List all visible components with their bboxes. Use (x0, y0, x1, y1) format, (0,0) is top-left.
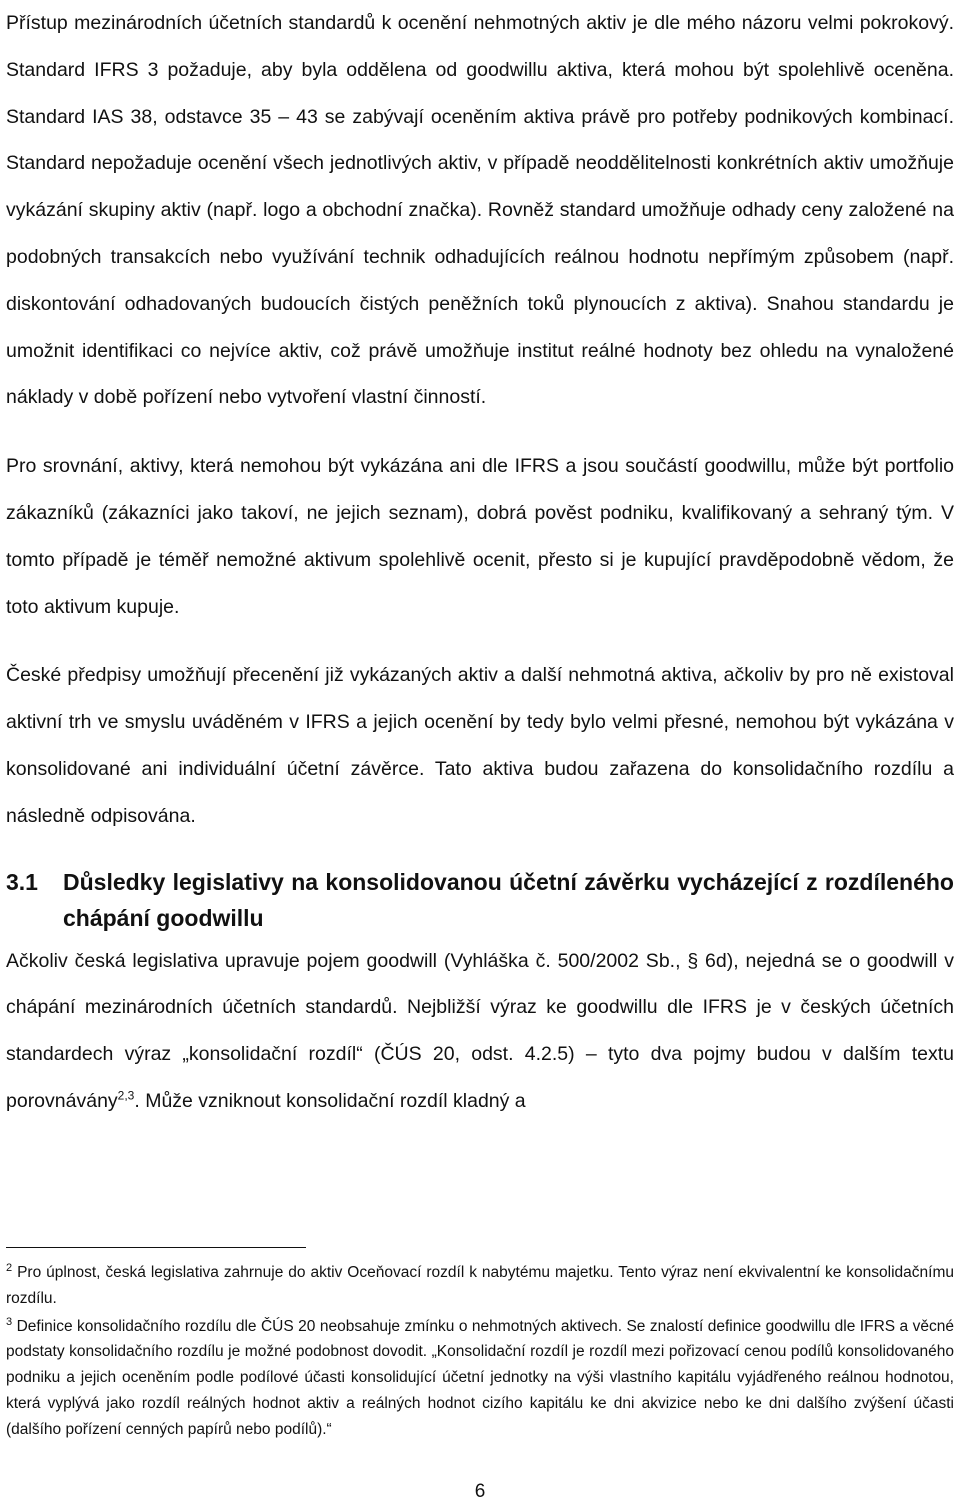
footnote-separator (6, 1247, 306, 1248)
paragraph-goodwill-continuation: . Může vzniknout konsolidační rozdíl kladný a (134, 1089, 526, 1112)
footnote-text: Definice konsolidačního rozdílu dle ČÚS 20 neobsahuje zmínku o nehmotných aktivech. Se znalostí definice goodwillu dle IFRS a věcné podstaty konsolidačního rozdílu je možné podobnost dovodit. „Konsolidační rozdíl je rozdíl mezi pořizovací cenou podílů konsolidovaného podniku a jejich oceněním podle podílové účasti konsolidující účetní jednotky na výši vlastního kapitálu vyjádřeného reálnou hodnotou, která vyplývá jako rozdíl reálných hodnot aktiv a reálných hodnot cizího kapitálu ke dni akvizice nebo ke dni dalšího zvýšení účasti (dalšího pořízení cenných papírů nebo podílů).“ (6, 1317, 954, 1438)
paragraph-goodwill-definition (6, 938, 954, 1125)
footnote-2 (6, 1260, 954, 1312)
footnote-mark: 3 (6, 1315, 13, 1328)
paragraph-czech-regulations: České předpisy umožňují přecenění již vykázaných aktiv a další nehmotná aktiva, ačkoliv by pro ně existoval aktivní trh ve smyslu uváděném v IFRS a jejich ocenění by tedy bylo velmi přesné, nemohou být vykázána v konsolidované ani individuální účetní závěrce. Tato aktiva budou zařazena do konsolidačního rozdílu a následně odpisována. (6, 664, 954, 827)
footnotes (6, 1260, 954, 1445)
page-number: 6 (474, 1481, 486, 1502)
footnote-mark: 2 (6, 1261, 13, 1274)
paragraph-goodwill-text: Ačkoliv česká legislativa upravuje pojem goodwill (Vyhláška č. 500/2002 Sb., § 6d), nejedná se o goodwill v chápání mezinárodních účetních standardů. Nejbližší výraz ke goodwillu dle IFRS je v českých účetních standardech výraz „konsolidační rozdíl“ (ČÚS 20, odst. 4.2.5) – tyto dva pojmy budou v dalším textu porovnávány (6, 949, 954, 1112)
footnote-text: Pro úplnost, česká legislativa zahrnuje do aktiv Oceňovací rozdíl k nabytému majetku. Tento výraz není ekvivalentní ke konsolidačnímu rozdílu. (6, 1264, 955, 1307)
footnote-reference: 2,3 (117, 1088, 135, 1103)
paragraph-ifrs-approach: Přístup mezinárodních účetních standardů k ocenění nehmotných aktiv je dle mého názoru velmi pokrokový. Standard IFRS 3 požaduje, aby byla oddělena od goodwillu aktiva, která mohou být spolehlivě oceněna. Standard IAS 38, odstavce 35 – 43 se zabývají oceněním aktiva právě pro potřeby podnikových kombinací. Standard nepožaduje ocenění všech jednotlivých aktiv, v případě neoddělitelnosti konkrétních aktiv umožňuje vykázání skupiny aktiv (např. logo a obchodní značka). Rovněž standard umožňuje odhady ceny založené na podobných transakcích nebo využívání technik odhadujících reálnou hodnotu nepřímým způsobem (např. diskontování odhadovaných budoucích čistých peněžních toků plynoucích z aktiva). Snahou standardu je umožnit identifikaci co nejvíce aktiv, což právě umožňuje institut reálné hodnoty bez ohledu na vynaložené náklady v době pořízení nebo vytvoření vlastní činností. (6, 12, 954, 409)
section-heading (6, 864, 954, 936)
paragraph-comparison: Pro srovnání, aktivy, která nemohou být vykázána ani dle IFRS a jsou součástí goodwillu, může být portfolio zákazníků (zákazníci jako takoví, ne jejich seznam), dobrá pověst podniku, kvalifikovaný a sehraný tým. V tomto případě je téměř nemožné aktivum spolehlivě ocenit, přesto si je kupující pravděpodobně vědom, že toto aktivum kupuje. (6, 455, 954, 618)
section-number: 3.1 (6, 868, 38, 895)
document-page (6, 0, 954, 1125)
section-title: Důsledky legislativy na konsolidovanou účetní závěrku vycházející z rozdíleného chápání goodwillu (63, 868, 954, 931)
footnote-3 (6, 1314, 954, 1443)
